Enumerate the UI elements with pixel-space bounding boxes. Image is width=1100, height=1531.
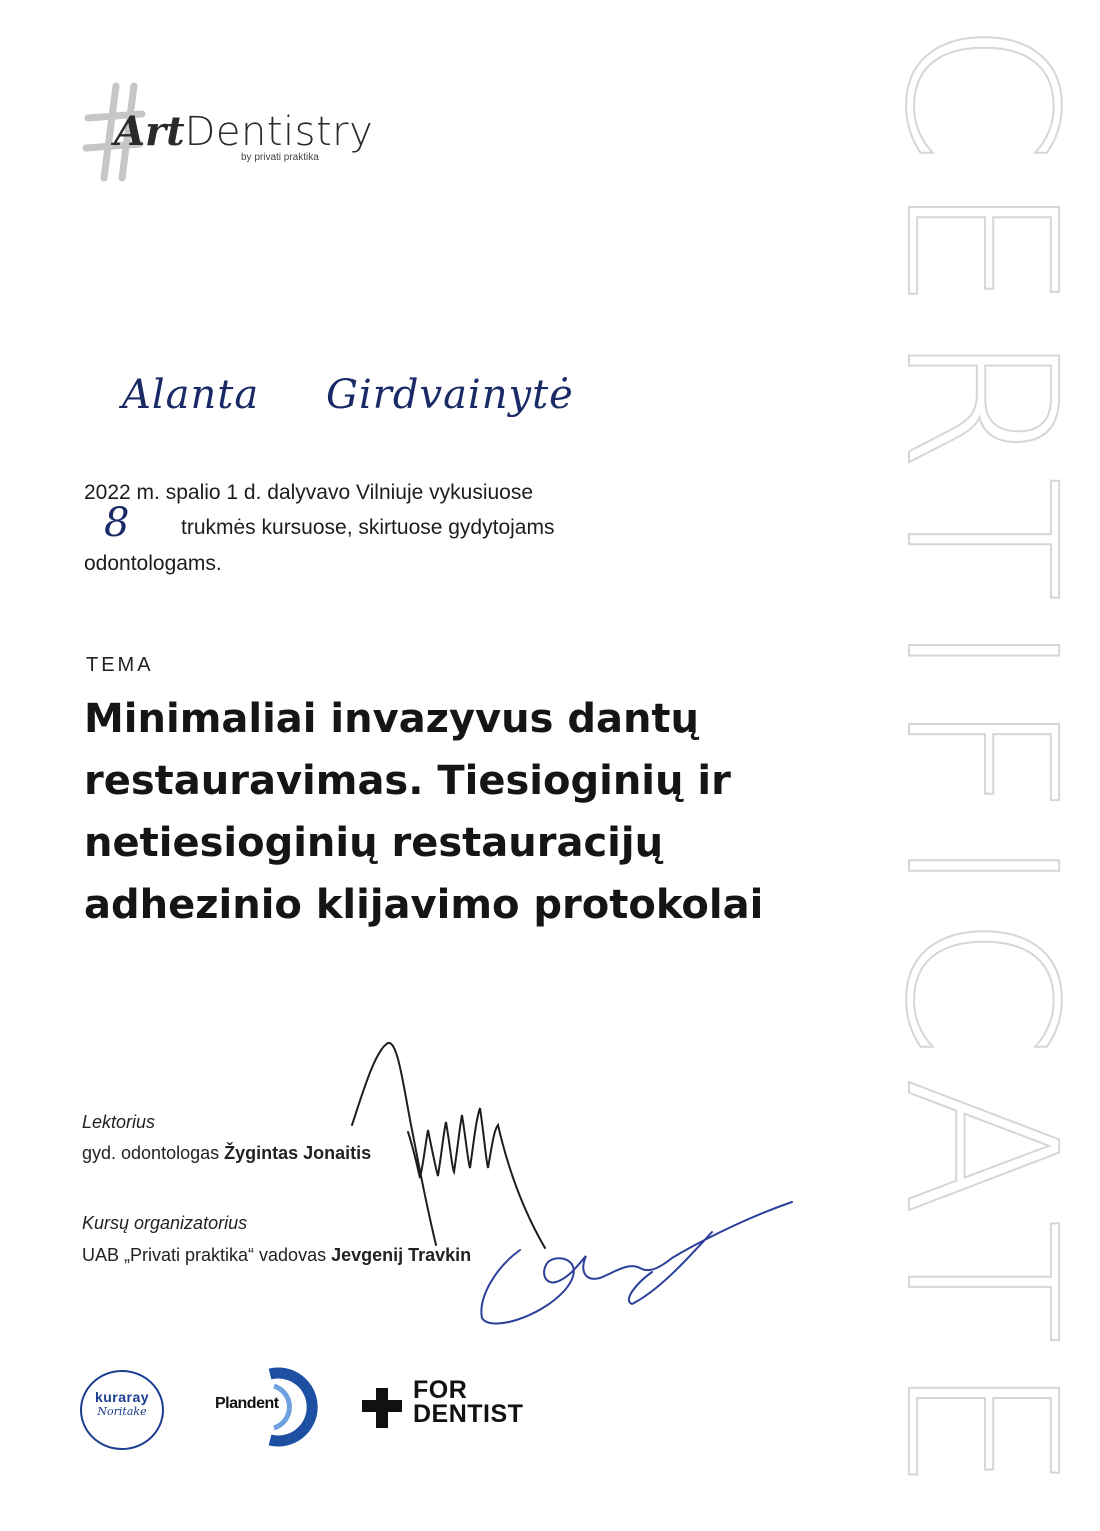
statement-line-1: 2022 m. spalio 1 d. dalyvavo Vilniuje vykusiuose	[84, 481, 534, 504]
topic-title-line: restauravimas. Tiesioginių ir	[84, 758, 731, 804]
fordentist-logo	[360, 1376, 530, 1432]
organizer-line	[82, 1245, 471, 1266]
logo-wordmark	[114, 106, 373, 158]
participant-first-name: Alanta	[122, 372, 260, 418]
lecturer-role: Lektorius	[82, 1112, 156, 1132]
statement-line-2: trukmės kursuose, skirtuose gydytojams	[181, 516, 555, 539]
topic-title-line: Minimaliai invazyvus dantų	[84, 696, 700, 742]
kuraray-noritake-logo	[80, 1370, 164, 1450]
lecturer-title: gyd. odontologas	[82, 1143, 220, 1163]
course-hours-handwritten: 8	[104, 500, 130, 546]
organizer-name: Jevgenij Travkin	[331, 1245, 472, 1265]
topic-title-line: netiesioginių restauracijų	[84, 820, 664, 866]
lecturer-line	[82, 1143, 371, 1164]
noritake-text: Noritake	[97, 1405, 147, 1418]
kuraray-text: kuraray	[94, 1389, 150, 1405]
lecturer-signature	[352, 1043, 545, 1248]
certificate-watermark: CERTIFICATE	[860, 20, 1100, 1511]
for-text: FOR	[413, 1376, 468, 1404]
plandent-logo	[212, 1370, 312, 1444]
lecturer-name: Žygintas Jonaitis	[224, 1143, 372, 1163]
organizer-title: UAB „Privati praktika“ vadovas	[82, 1245, 327, 1265]
topic-title	[84, 688, 824, 936]
topic-label: TEMA	[86, 654, 154, 676]
dentist-text: DENTIST	[413, 1400, 524, 1428]
logo-subtitle: by privati praktika	[241, 152, 319, 163]
organizer-signature	[481, 1202, 792, 1323]
art-dentistry-logo	[84, 78, 384, 188]
logo-dentistry-text: Dentistry	[184, 109, 374, 155]
topic-title-line: adhezinio klijavimo protokolai	[84, 882, 764, 928]
organizer-role: Kursų organizatorius	[82, 1213, 248, 1233]
plandent-text: Plandent	[215, 1395, 279, 1412]
plus-cross-icon	[360, 1386, 408, 1430]
logo-art-text: Art	[114, 108, 185, 155]
participant-last-name: Girdvainytė	[326, 372, 574, 418]
statement-line-3: odontologams.	[84, 552, 222, 575]
